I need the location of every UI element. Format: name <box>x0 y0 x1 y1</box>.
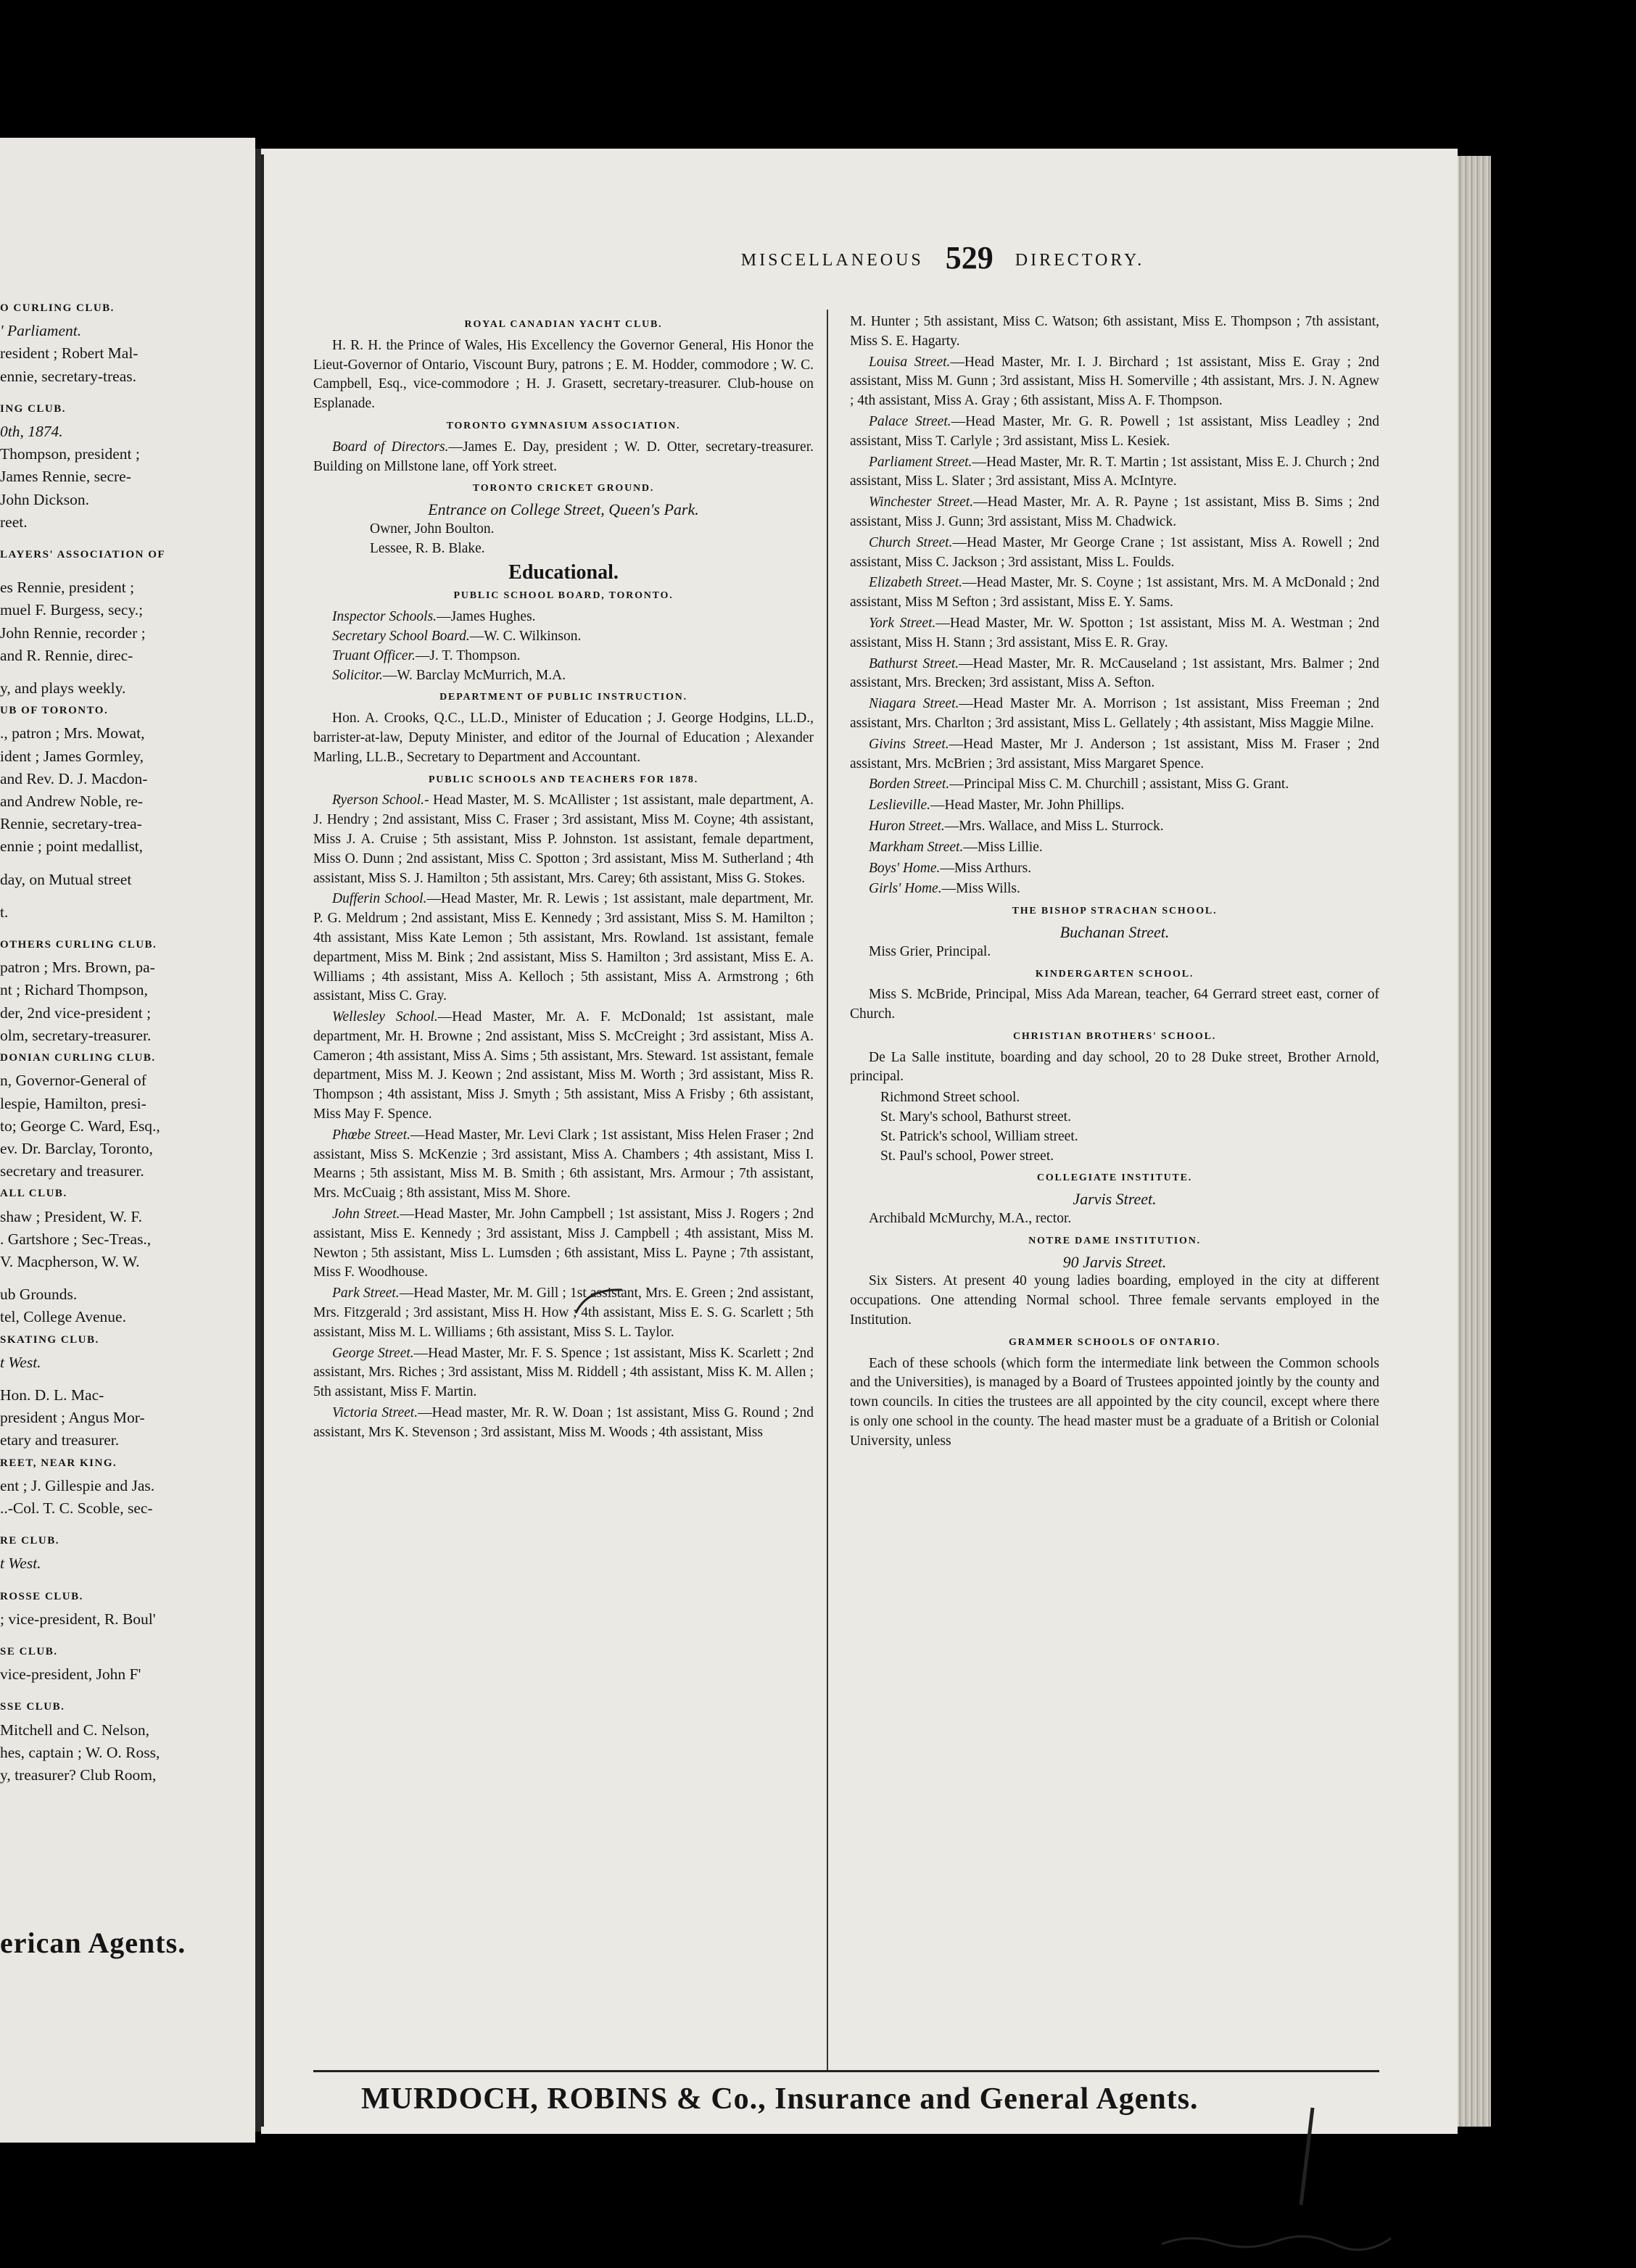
entry-label: Victoria Street. <box>332 1405 418 1421</box>
book-gutter <box>255 149 261 2132</box>
left-page-line <box>0 1374 255 1384</box>
left-page-line: ub Grounds. <box>0 1286 78 1304</box>
paragraph: M. Hunter ; 5th assistant, Miss C. Watson; 6th assistant, Miss E. Thompson ; 7th assistant, Miss S. E. Hagarty. <box>850 314 1379 349</box>
section-heading: PUBLIC SCHOOL BOARD, TORONTO. <box>453 590 674 602</box>
entry <box>850 775 1379 795</box>
paragraph: Each of these schools (which form the intermediate link between the Common schools and the Universities), is managed by a Board of Trustees appointed jointly by the county and town councils. In cities the trustees are all appointed by the city council, except where there is only one school in the county. The head master must be a graduate of a British or Colonial University, unless <box>850 1355 1379 1449</box>
section-title: Educational. <box>508 560 619 584</box>
left-page-line: to; George C. Ward, Esq., <box>0 1117 160 1135</box>
left-page-line <box>0 858 255 869</box>
entry-text: —Head Master, Mr J. Anderson ; 1st assistant, Miss M. Fraser ; 2nd assistant, Mrs. McBrien ; 3rd assistant, Miss Margaret Spence. <box>850 736 1380 771</box>
left-page-line: ALL CLUB. <box>0 1188 67 1200</box>
left-page-line: LAYERS' ASSOCIATION OF <box>0 549 166 561</box>
entry <box>850 534 1379 573</box>
column-left <box>313 313 814 1444</box>
entry-text: —Head Master, Mr. R. McCauseland ; 1st assistant, Mrs. Balmer ; 2nd assistant, Mrs. Brecken; 3rd assistant, Miss A. Sefton. <box>850 655 1380 691</box>
left-page-line: SE CLUB. <box>0 1645 58 1657</box>
section-heading: GRAMMER SCHOOLS OF ONTARIO. <box>1008 1336 1221 1348</box>
left-page-text <box>0 297 255 1787</box>
entry-label: Phœbe Street. <box>332 1127 410 1143</box>
entry-line: Owner, John Boulton. <box>370 521 495 537</box>
section-heading: PUBLIC SCHOOLS AND TEACHERS FOR 1878. <box>428 774 699 785</box>
left-page-line: y, and plays weekly. <box>0 679 126 698</box>
left-page-line: der, 2nd vice-president ; <box>0 1003 152 1022</box>
left-page-line: etary and treasurer. <box>0 1431 120 1449</box>
footer-rule <box>313 2070 1379 2072</box>
entry-label: Winchester Street. <box>869 494 974 510</box>
left-page-line: nt ; Richard Thompson, <box>0 981 148 999</box>
entry-label: Inspector Schools. <box>332 609 437 625</box>
left-page-line: O CURLING CLUB. <box>0 302 115 314</box>
page-left-rule <box>261 154 264 2127</box>
subheading: Buchanan Street. <box>1059 922 1170 941</box>
left-page-line: reet. <box>0 513 28 531</box>
entry-label: York Street. <box>869 615 936 631</box>
paragraph: Hon. A. Crooks, Q.C., LL.D., Minister of Education ; J. George Hodgins, LL.D., barrister-at-law, Deputy Minister, and editor of the Journal of Education ; Alexander Marling, LL.B., Secretary to Department and Accountant. <box>313 711 814 765</box>
left-page-line: lespie, Hamilton, presi- <box>0 1094 146 1112</box>
left-page-line: REET, NEAR KING. <box>0 1457 117 1469</box>
advertisement-footer: MURDOCH, ROBINS & Co., Insurance and General Agents. <box>361 2082 1199 2116</box>
school-branch-list <box>850 1088 1379 1166</box>
left-page-line: ROSSE CLUB. <box>0 1590 83 1602</box>
entry-label: Truant Officer. <box>332 647 416 663</box>
entry <box>850 453 1379 492</box>
entry <box>850 796 1379 816</box>
paragraph: Miss Grier, Principal. <box>869 943 991 959</box>
section-heading: KINDERGARTEN SCHOOL. <box>1035 968 1194 980</box>
left-page-line <box>0 388 255 398</box>
entry-text: —W. Barclay McMurrich, M.A. <box>382 667 566 683</box>
section-heading: NOTRE DAME INSTITUTION. <box>1028 1235 1201 1246</box>
entry-text: —Head Master, Mr. G. R. Powell ; 1st assistant, Miss Leadley ; 2nd assistant, Miss T. Carlyle ; 3rd assistant, Miss L. Kesiek. <box>850 413 1379 449</box>
entry <box>850 880 1379 899</box>
page-edges <box>1456 156 1491 2127</box>
entry-text: —Head Master, Mr. I. J. Birchard ; 1st assistant, Miss E. Gray ; 2nd assistant, Miss M. Gunn ; 3rd assistant, Miss H. Somerville ; 4th assistant, Mrs. J. N. Agnew ; 4th assistant, Miss A. Gray ; 6th assistant, Miss A. F. Thompson. <box>850 354 1379 409</box>
entry-label: Niagara Street. <box>869 696 959 712</box>
entry <box>850 655 1379 694</box>
bracket-mark <box>573 1287 624 1316</box>
left-page-line: Mitchell and C. Nelson, <box>0 1721 150 1739</box>
left-page-line: ..-Col. T. C. Scoble, sec- <box>0 1499 153 1517</box>
entry-text: —Miss Wills. <box>941 881 1020 897</box>
left-page-line: ennie, secretary-treas. <box>0 367 137 385</box>
entry-label: Solicitor. <box>332 667 383 683</box>
left-page-line: John Rennie, recorder ; <box>0 624 146 642</box>
left-page-line: John Dickson. <box>0 490 90 508</box>
section-heading: DEPARTMENT OF PUBLIC INSTRUCTION. <box>439 692 687 703</box>
entry-text: —Mrs. Wallace, and Miss L. Sturrock. <box>944 818 1164 834</box>
entry-label: Ryerson School. <box>332 792 425 808</box>
left-page-line: ., patron ; Mrs. Mowat, <box>0 724 145 742</box>
entry-text: —W. C. Wilkinson. <box>469 628 582 644</box>
entry-text: —Principal Miss C. M. Churchill ; assistant, Miss G. Grant. <box>949 777 1289 792</box>
entry <box>850 735 1379 774</box>
entry-text: —Head Master, Mr. M. Gill ; 1st assistant, Mrs. E. Green ; 2nd assistant, Mrs. Fitzgerald ; 3rd assistant, Miss H. How ; 4th assistant, Miss E. S. G. Scarlett ; 5th assistant, Miss M. L. Williams ; 6th assistant, Miss S. L. Taylor. <box>313 1286 814 1340</box>
left-page-line <box>0 891 255 901</box>
page-number: 529 <box>945 240 993 276</box>
header-left: MISCELLANEOUS <box>740 251 924 270</box>
left-page-line: Hon. D. L. Mac- <box>0 1386 104 1404</box>
left-page-line: ennie ; point medallist, <box>0 837 144 856</box>
entry-text: —Head Master, Mr. W. Spotton ; 1st assistant, Miss M. A. Westman ; 2nd assistant, Miss H. Stann ; 3rd assistant, Miss E. R. Gray. <box>850 615 1379 650</box>
board-list <box>313 608 814 685</box>
subheading: Entrance on College Street, Queen's Park. <box>428 500 699 519</box>
entry <box>313 1284 814 1342</box>
column-right <box>850 313 1379 1453</box>
page-header <box>580 239 1305 276</box>
left-page-line: Thompson, president ; <box>0 445 140 463</box>
entry <box>850 353 1379 411</box>
left-page-line <box>0 534 255 544</box>
entry-line: Lessee, R. B. Blake. <box>370 540 485 556</box>
left-page-line: ING CLUB. <box>0 402 67 415</box>
left-page-line <box>0 1576 255 1586</box>
left-page-line: shaw ; President, W. F. <box>0 1207 142 1225</box>
entry-text: —J. T. Thompson. <box>415 647 521 663</box>
left-page-line <box>0 1273 255 1283</box>
list-item: St. Patrick's school, William street. <box>880 1128 1078 1144</box>
entry-text: —Head Master, Mr. R. T. Martin ; 1st assistant, Miss E. J. Church ; 2nd assistant, Miss L. Slater ; 3rd assistant, Miss A. McIntyre. <box>850 454 1379 489</box>
left-page-line: OTHERS CURLING CLUB. <box>0 939 157 951</box>
section-heading: TORONTO CRICKET GROUND. <box>472 483 655 494</box>
entry-text: —Head Master, Mr. A. F. McDonald; 1st assistant, male department, Mr. H. Browne ; 2nd assistant, Miss S. McCreight ; 3rd assistant, Miss A. Cameron ; 4th assistant, Miss A. Sims ; 5th assistant, Mrs. Steward. 1st assistant, female department, Miss M. J. Keown ; 2nd assistant, Miss M. Worth ; 3rd assistant, Miss R. Thompson ; 4th assistant, Miss J. Smyth ; 5th assistant, Miss A Frisby ; 6th assistant, Miss May F. Spence. <box>313 1009 814 1122</box>
left-page-line: ident ; James Gormley, <box>0 747 144 765</box>
left-page-line: ev. Dr. Barclay, Toronto, <box>0 1139 153 1157</box>
left-page-line: UB OF TORONTO. <box>0 705 109 717</box>
entry <box>850 817 1379 837</box>
left-page-line <box>0 924 255 934</box>
entry-label: Leslieville. <box>869 798 931 814</box>
left-page-line: n, Governor-General of <box>0 1072 146 1090</box>
entry-text: —Head Master, Mr. F. S. Spence ; 1st assistant, Miss K. Scarlett ; 2nd assistant, Mrs. Riches ; 3rd assistant, Miss M. Riddell ; 4th assistant, Miss K. M. Allen ; 5th assistant, Miss F. Martin. <box>313 1345 814 1400</box>
left-page-line: DONIAN CURLING CLUB. <box>0 1052 156 1064</box>
entry-label: Wellesley School. <box>332 1009 438 1025</box>
left-page-line: tel, College Avenue. <box>0 1308 126 1326</box>
entry-text: —Head master, Mr. R. W. Doan ; 1st assistant, Miss G. Round ; 2nd assistant, Mrs K. Stevenson ; 3rd assistant, Miss M. Woods ; 4th assistant, Miss <box>313 1405 814 1440</box>
left-page-line: RE CLUB. <box>0 1535 60 1547</box>
left-page-line: ; vice-president, R. Boul' <box>0 1610 156 1628</box>
section-heading: ROYAL CANADIAN YACHT CLUB. <box>464 319 663 330</box>
entry-text: —Head Master, Mr. A. R. Payne ; 1st assistant, Miss B. Sims ; 2nd assistant, Miss J. Gunn; 3rd assistant, Miss M. Chadwick. <box>850 494 1379 529</box>
entry <box>313 666 814 686</box>
left-page-line: patron ; Mrs. Brown, pa- <box>0 959 155 977</box>
entry <box>850 493 1379 532</box>
left-page-line: ent ; J. Gillespie and Jas. <box>0 1476 155 1494</box>
entry-text: —Head Master, Mr. John Phillips. <box>930 798 1125 814</box>
entry-label: Huron Street. <box>869 818 945 834</box>
entry <box>850 614 1379 653</box>
left-page-line: V. Macpherson, W. W. <box>0 1252 140 1270</box>
paragraph <box>313 438 814 477</box>
pen-stroke-mark <box>1291 2106 1320 2208</box>
entry-label: Dufferin School. <box>332 891 427 907</box>
left-page-line: and R. Rennie, direc- <box>0 646 133 664</box>
entry-label: Park Street. <box>332 1286 400 1301</box>
entry <box>850 574 1379 613</box>
left-page-line: 0th, 1874. <box>0 423 63 441</box>
entry <box>313 647 814 666</box>
entry-label: Louisa Street. <box>869 354 951 370</box>
entry-label: Secretary School Board. <box>332 628 470 644</box>
entry-text: —Head Master, Mr. S. Coyne ; 1st assistant, Mrs. M. A McDonald ; 2nd assistant, Miss M Sefton ; 3rd assistant, Miss E. Y. Sams. <box>850 575 1379 611</box>
entry-text: —Head Master, Mr. R. Lewis ; 1st assistant, male department, Mr. P. G. Meldrum ; 2nd assistant, Miss E. Kennedy ; 3rd assistant, Miss S. M. Hamilton ; 4th assistant, Miss Kate Lemon ; 5th assistant, Mrs. Rowland. 1st assistant, female department, Miss M. Bink ; 2nd assistant, Miss S. Hamilton ; 3rd assistant, Miss E. A. Williams ; 4th assistant, Miss A. Kelloch ; 5th assistant, Miss A. Armstrong ; 6th assistant, Miss C. Gray. <box>313 891 814 1004</box>
left-page-line <box>0 1520 255 1530</box>
left-page-line: secretary and treasurer. <box>0 1162 144 1180</box>
entry-text: —Head Master, Mr. John Campbell ; 1st assistant, Miss J. Rogers ; 2nd assistant, Miss E. Kennedy ; 3rd assistant, Miss J. Campbell ; 4th assistant, Miss M. Newton ; 5th assistant, Miss L. Lumsden ; 6th assistant, Miss L. Payne ; 7th assistant, Miss F. Woodhouse. <box>313 1207 814 1280</box>
left-page-line: SKATING CLUB. <box>0 1333 99 1346</box>
left-page-line: and Rev. D. J. Macdon- <box>0 769 148 787</box>
left-page-line: t. <box>0 903 9 921</box>
left-page-line: y, treasurer? Club Room, <box>0 1766 157 1784</box>
entry-text: —Miss Lillie. <box>963 839 1043 855</box>
entry <box>313 627 814 647</box>
entry <box>313 1205 814 1283</box>
entry <box>313 1126 814 1204</box>
left-page-line <box>0 1686 255 1696</box>
section-heading: COLLEGIATE INSTITUTE. <box>1036 1172 1193 1184</box>
entry <box>313 1008 814 1125</box>
entry <box>850 413 1379 452</box>
entry-label: Elizabeth Street. <box>869 575 963 591</box>
left-page-line <box>0 667 255 677</box>
entry-label: Boys' Home. <box>869 860 941 876</box>
left-page-line: resident ; Robert Mal- <box>0 344 139 363</box>
entry-label: Board of Directors. <box>332 439 449 455</box>
entry-text: —James Hughes. <box>437 609 536 625</box>
section-heading: CHRISTIAN BROTHERS' SCHOOL. <box>1012 1030 1217 1042</box>
left-page-line: muel F. Burgess, secy.; <box>0 601 144 619</box>
paragraph: Miss S. McBride, Principal, Miss Ada Marean, teacher, 64 Gerrard street east, corner of Church. <box>850 987 1379 1022</box>
left-page-line: . Gartshore ; Sec-Treas., <box>0 1230 152 1248</box>
list-item: St. Paul's school, Power street. <box>880 1148 1054 1164</box>
left-page-line: day, on Mutual street <box>0 870 132 888</box>
entry-label: Church Street. <box>869 534 953 550</box>
entry-text: —James E. Day, president ; W. D. Otter, secretary-treasurer. Building on Millstone lane, off York street. <box>313 439 814 474</box>
entry-label: Parliament Street. <box>869 454 972 470</box>
left-page-line: ' Parliament. <box>0 322 82 340</box>
entry-label: Markham Street. <box>869 839 964 855</box>
entry-text: - Head Master, M. S. McAllister ; 1st assistant, male department, A. J. Hendry ; 2nd assistant, Miss C. Fraser ; 3rd assistant, Miss M. Coyne; 4th assistant, Miss J. A. Cruise ; 5th assistant, Miss P. Johnston. 1st assistant, female department, Miss O. Dunn ; 2nd assistant, Miss C. Spotton ; 3rd assistant, Miss M. Sutherland ; 4th assistant, Miss S. J. Hamilton ; 5th assistant, Mrs. Carey; 6th assistant, Miss G. Stokes. <box>313 792 814 886</box>
entry-text: —Head Master Mr. A. Morrison ; 1st assistant, Miss Freeman ; 2nd assistant, Mrs. Charlton ; 3rd assistant, Miss L. Gellately ; 4th assistant, Miss Maggie Milne. <box>850 696 1379 731</box>
left-page-footer: erican Agents. <box>0 1926 186 1959</box>
entry <box>313 1404 814 1443</box>
subheading: Jarvis Street. <box>1073 1190 1157 1209</box>
left-page-line: olm, secretary-treasurer. <box>0 1026 152 1044</box>
left-page-line: James Rennie, secre- <box>0 468 131 486</box>
list-item: Richmond Street school. <box>880 1090 1020 1106</box>
left-page-line: and Andrew Noble, re- <box>0 792 144 811</box>
school-list <box>850 353 1379 900</box>
school-list <box>313 791 814 1442</box>
entry <box>313 791 814 888</box>
left-page-line: vice-president, John F' <box>0 1665 141 1684</box>
paragraph: H. R. H. the Prince of Wales, His Excellency the Governor General, His Honor the Lieut-Governor of Ontario, Viscount Bury, patrons ; E. M. Hodder, commodore ; W. C. Campbell, Esq., vice-commodore ; H. J. Grasett, secretary-treasurer. Club-house on Esplanade. <box>313 337 814 412</box>
section-heading: THE BISHOP STRACHAN SCHOOL. <box>1012 906 1218 917</box>
subheading: 90 Jarvis Street. <box>1062 1252 1167 1271</box>
entry-label: Borden Street. <box>869 777 950 792</box>
left-page-fragment <box>0 138 255 2143</box>
list-item: St. Mary's school, Bathurst street. <box>880 1109 1071 1125</box>
entry <box>313 890 814 1006</box>
header-right: DIRECTORY. <box>1015 251 1145 270</box>
left-page-line <box>0 1631 255 1641</box>
entry-text: —Miss Arthurs. <box>940 860 1032 876</box>
left-page-line: t West. <box>0 1353 41 1371</box>
entry <box>313 1344 814 1402</box>
entry-label: Bathurst Street. <box>869 655 959 671</box>
left-page-line: hes, captain ; W. O. Ross, <box>0 1743 160 1761</box>
entry <box>850 838 1379 858</box>
entry-label: Girls' Home. <box>869 881 942 897</box>
entry-label: George Street. <box>332 1345 414 1361</box>
left-page-line: president ; Angus Mor- <box>0 1409 145 1427</box>
section-heading: TORONTO GYMNASIUM ASSOCIATION. <box>446 420 681 431</box>
left-page-line: SSE CLUB. <box>0 1701 65 1713</box>
left-page-line: t West. <box>0 1555 41 1573</box>
entry-label: Palace Street. <box>869 413 951 429</box>
paragraph: De La Salle institute, boarding and day school, 20 to 28 Duke street, Brother Arnold, principal. <box>850 1049 1379 1085</box>
paragraph: Six Sisters. At present 40 young ladies boarding, employed in the city at different occupations. One attending Normal school. Three female servants employed in the Institution. <box>850 1273 1379 1328</box>
entry <box>850 695 1379 734</box>
entry-label: John Street. <box>332 1207 400 1222</box>
entry <box>850 859 1379 879</box>
entry-label: Givins Street. <box>869 736 949 752</box>
entry <box>313 608 814 627</box>
left-page-line: Rennie, secretary-trea- <box>0 815 142 833</box>
directory-page <box>261 149 1458 2134</box>
left-page-line: es Rennie, president ; <box>0 579 135 597</box>
entry-text: —Head Master, Mr. Levi Clark ; 1st assistant, Miss Helen Fraser ; 2nd assistant, Miss S. McKenzie ; 3rd assistant, Miss A. Chambers ; 4th assistant, Miss I. Mearns ; 5th assistant, Miss M. B. Smith ; 6th assistant, Mrs. Armour ; 7th assistant, Mrs. McCuaig ; 8th assistant, Miss M. Shore. <box>313 1127 814 1201</box>
pen-scribble-mark <box>1160 2230 1392 2251</box>
left-page-line <box>0 566 255 576</box>
entry-text: —Head Master, Mr George Crane ; 1st assistant, Miss A. Rowell ; 2nd assistant, Miss C. Jackson ; 3rd assistant, Miss L. Foulds. <box>850 534 1379 570</box>
paragraph: Archibald McMurchy, M.A., rector. <box>869 1211 1072 1227</box>
column-separator <box>827 310 828 2070</box>
